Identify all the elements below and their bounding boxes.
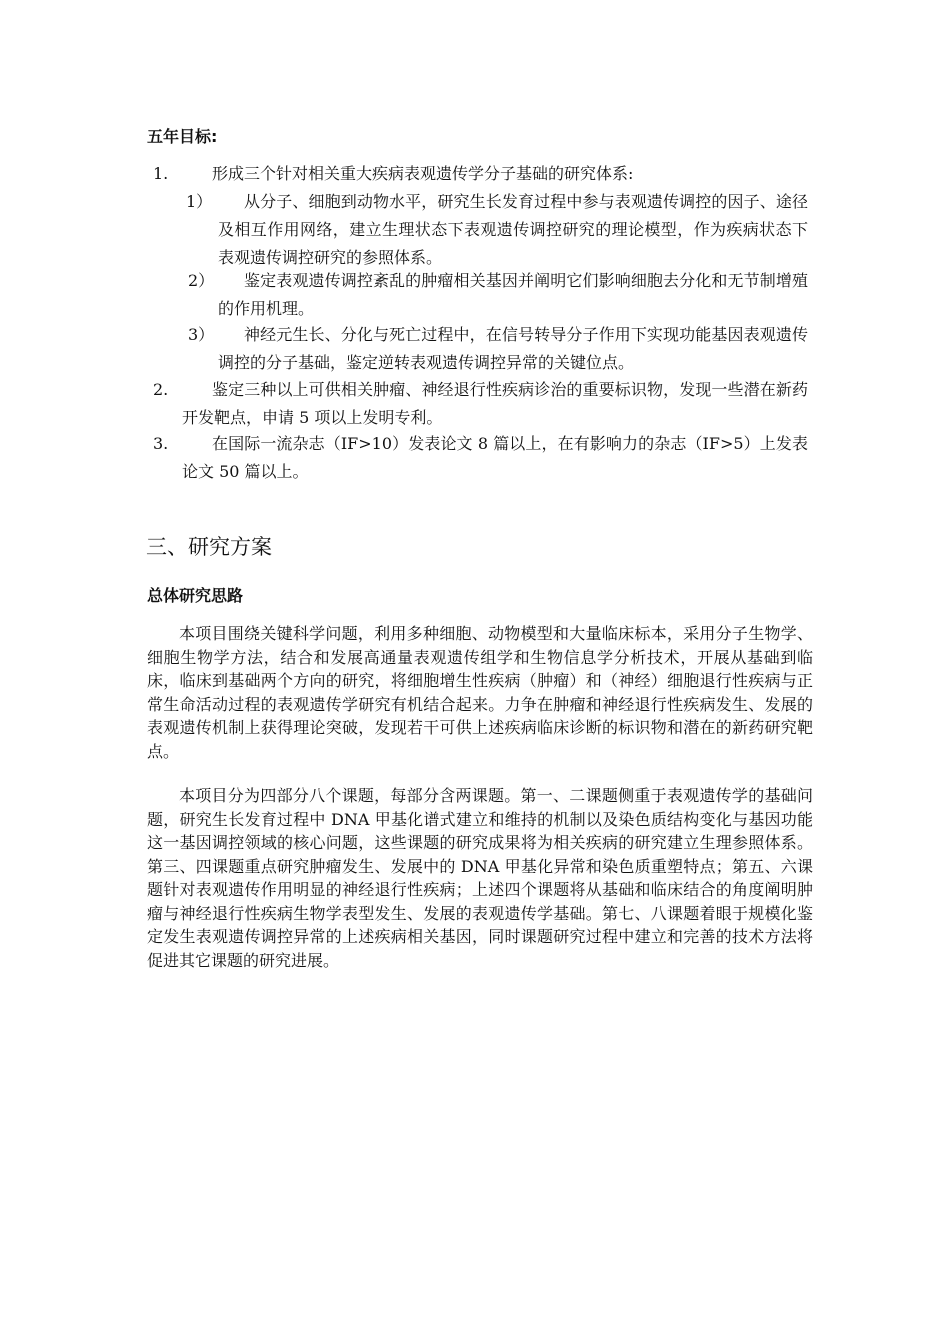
goal-item-1 [0, 160, 950, 188]
section-subheading: 总体研究思路 [147, 586, 244, 605]
goal-item-2-text: 鉴定三种以上可供相关肿瘤、神经退行性疾病诊治的重要标识物，发现一些潜在新药开发靶点，申请 5 项以上发明专利。 [182, 380, 808, 427]
goal-subitem-3-marker: 3） [188, 325, 215, 344]
goal-item-2 [0, 376, 950, 432]
goals-heading: 五年目标: [147, 127, 218, 146]
goal-item-3-text: 在国际一流杂志（IF>10）发表论文 8 篇以上，在有影响力的杂志（IF>5）上发表论文 50 篇以上。 [182, 434, 808, 481]
section-title: 三、研究方案 [146, 535, 272, 559]
goal-subitem-2 [0, 267, 950, 323]
body-paragraph-2: 本项目分为四部分八个课题，每部分含两课题。第一、二课题侧重于表观遗传学的基础问题，研究生长发育过程中 DNA 甲基化谱式建立和维持的机制以及染色质结构变化与基因功能这一基因调控领域的核心问题，这些课题的研究成果将为相关疾病的研究建立生理参照体系。第三、四课题重点研究肿瘤发生、发展中的 DNA 甲基化异常和染色质重塑特点；第五、六课题针对表观遗传作用明显的神经退行性疾病；上述四个课题将从基础和临床结合的角度阐明肿瘤与神经退行性疾病生物学表型发生、发展的表观遗传学基础。第七、八课题着眼于规模化鉴定发生表观遗传调控异常的上述疾病相关基因，同时课题研究过程中建立和完善的技术方法将促进其它课题的研究进展。 [147, 786, 813, 970]
goal-item-2-marker: 2. [153, 380, 169, 399]
body-paragraph-1: 本项目围绕关键科学问题，利用多种细胞、动物模型和大量临床标本，采用分子生物学、细胞生物学方法，结合和发展高通量表观遗传组学和生物信息学分析技术，开展从基础到临床，临床到基础两个方向的研究，将细胞增生性疾病（肿瘤）和（神经）细胞退行性疾病与正常生命活动过程的表观遗传学研究有机结合起来。力争在肿瘤和神经退行性疾病发生、发展的表观遗传机制上获得理论突破，发现若干可供上述疾病临床诊断的标识物和潜在的新药研究靶点。 [147, 624, 813, 761]
goal-subitem-2-text: 鉴定表观遗传调控紊乱的肿瘤相关基因并阐明它们影响细胞去分化和无节制增殖的作用机理。 [218, 271, 808, 318]
goal-subitem-1 [0, 188, 950, 272]
goal-subitem-1-marker: 1） [186, 192, 213, 211]
goal-item-1-marker: 1. [153, 164, 169, 183]
goal-item-1-text: 形成三个针对相关重大疾病表观遗传学分子基础的研究体系: [212, 164, 634, 183]
goal-item-3 [0, 430, 950, 486]
goal-subitem-1-text: 从分子、细胞到动物水平，研究生长发育过程中参与表观遗传调控的因子、途径及相互作用网络，建立生理状态下表观遗传调控研究的理论模型，作为疾病状态下表观遗传调控研究的参照体系。 [218, 192, 808, 267]
goal-subitem-3 [0, 321, 950, 377]
goal-item-3-marker: 3. [153, 434, 169, 453]
goal-subitem-3-text: 神经元生长、分化与死亡过程中，在信号转导分子作用下实现功能基因表观遗传调控的分子基础，鉴定逆转表观遗传调控异常的关键位点。 [218, 325, 808, 372]
goal-subitem-2-marker: 2） [188, 271, 215, 290]
